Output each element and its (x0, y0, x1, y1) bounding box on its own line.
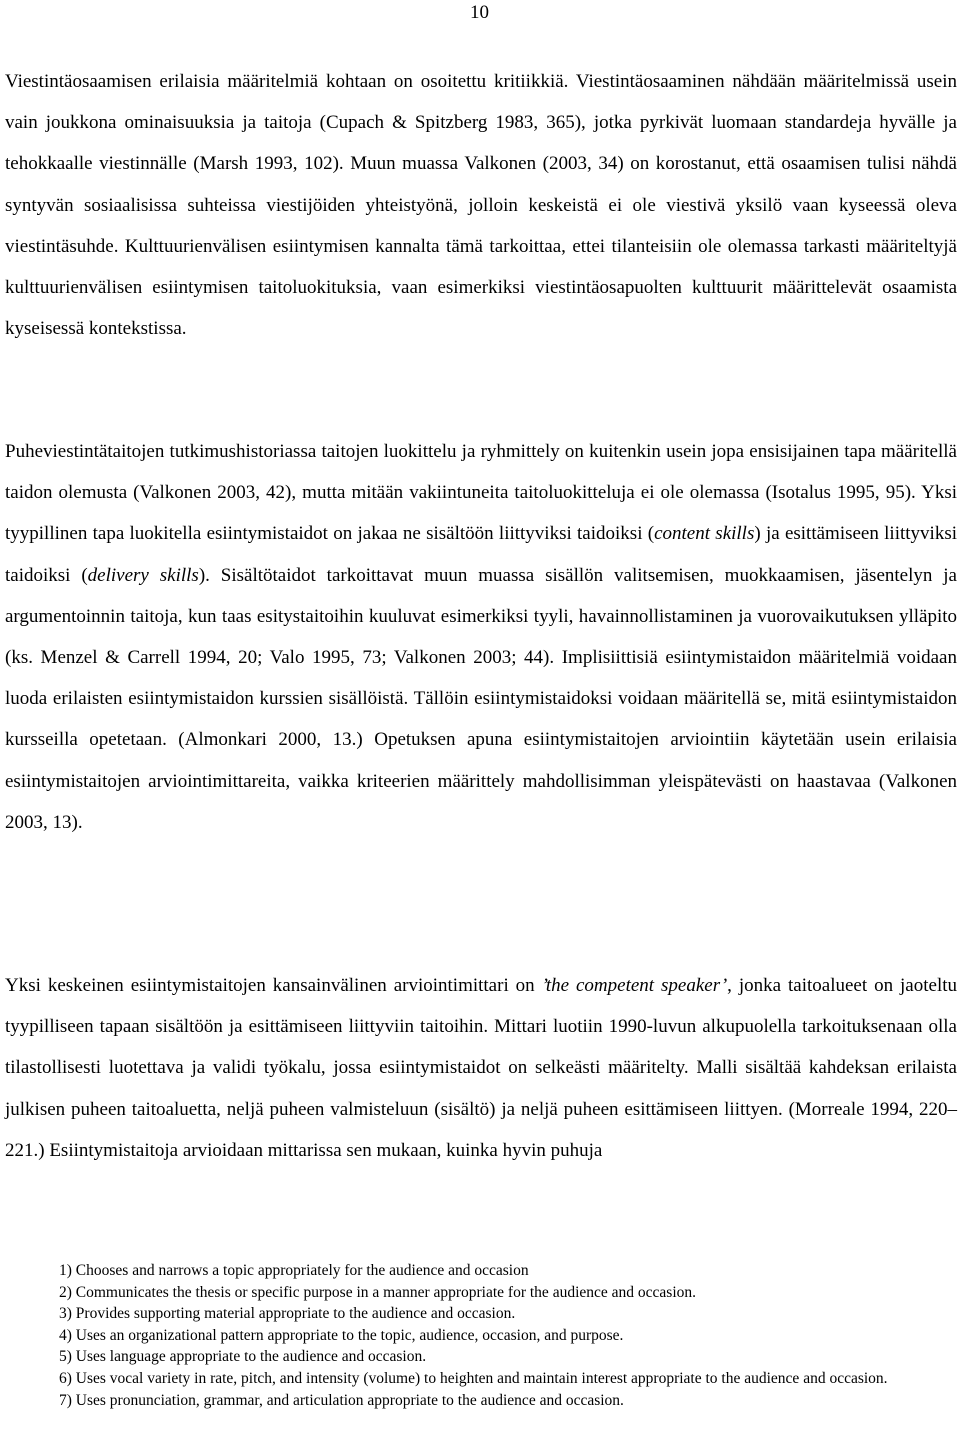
criteria-item: 6) Uses vocal variety in rate, pitch, and intensity (volume) to heighten and maintain interest appropriate to the audience and occasion. (59, 1369, 888, 1387)
italic-term: content skills (654, 523, 755, 545)
paragraph-2 (5, 431, 957, 843)
text-run: ) ja esittämiseen liittyviksi taidoiksi ( (5, 523, 957, 586)
criteria-item: 7) Uses pronunciation, grammar, and articulation appropriate to the audience and occasion. (59, 1391, 624, 1409)
italic-term: ’the competent speaker’ (541, 975, 728, 996)
criteria-item: 1) Chooses and narrows a topic appropriately for the audience and occasion (59, 1262, 529, 1279)
paragraph-1 (5, 61, 957, 349)
text-run: Puheviestintätaitojen tutkimushistoriassa taitojen luokittelu ja ryhmittely on kuitenkin usein jopa ensisijainen tapa määritellä taidon olemusta (Valkonen 2003, 42), mutta mitään vakiintuneita taitoluokitteluja ei ole olemassa (Isotalus 1995, 95). Yksi tyypillinen tapa luokitella esiintymistaidot on jakaa ne sisältöön liittyviksi taidoiksi ( (5, 441, 957, 545)
criteria-item: 4) Uses an organizational pattern appropriate to the topic, audience, occasion, and purpose. (59, 1326, 624, 1344)
page-number: 10 (470, 2, 489, 23)
criteria-item: 3) Provides supporting material appropriate to the audience and occasion. (59, 1305, 516, 1323)
criteria-item: 2) Communicates the thesis or specific purpose in a manner appropriate for the audience and occasion. (59, 1283, 696, 1301)
text-run: , jonka taitoalueet on jaoteltu tyypilliseen tapaan sisältöön ja esittämiseen liittyviin taitoihin. Mittari luotiin 1990-luvun alkupuolella tarkoituksenaan olla tilastollisesti luotettava ja validi työkalu, jossa esiintymistaidot on selkeästi määritelty. Malli sisältää kahdeksan erilaista julkisen puheen taitoaluetta, neljä puheen valmisteluun (sisältö) ja neljä puheen esittämiseen liittyen. (Morreale 1994, 220–221.) Esiintymistaitoja arvioidaan mittarissa sen mukaan, kuinka hyvin puhuja (5, 975, 957, 1161)
text-run: Viestintäosaamisen erilaisia määritelmiä kohtaan on osoitettu kritiikkiä. Viestintäosaaminen nähdään määritelmissä usein vain joukkona ominaisuuksia ja taitoja (Cupach & Spitzberg 1983, 365), jotka pyrkivät luomaan standardeja hyvälle ja tehokkaalle viestinnälle (Marsh 1993, 102). Muun muassa Valkonen (2003, 34) on korostanut, että osaamisen tulisi nähdä syntyvän sosiaalisissa suhteissa viestijöiden yhteistyönä, jolloin keskeistä ei ole viestivä yksilö vaan kyseessä oleva viestintäsuhde. Kulttuurienvälisen esiintymisen kannalta tämä tarkoittaa, ettei tilanteisiin ole olemassa tarkasti määriteltyjä kulttuurienvälisen esiintymisen taitoluokituksia, vaan esimerkiksi viestintäosapuolten kulttuurit määrittelevät osaamista kyseisessä kontekstissa. (5, 71, 957, 340)
paragraph-3 (5, 965, 957, 1171)
text-run: Yksi keskeinen esiintymistaitojen kansainvälinen arviointimittari on (5, 975, 542, 996)
text-run: ). Sisältötaidot tarkoittavat muun muassa sisällön valitsemisen, muokkaamisen, jäsentelyn ja argumentoinnin taitoja, kun taas esitystaitoihin kuuluvat esimerkiksi tyyli, havainnollistaminen ja vuorovaikutuksen ylläpito (ks. Menzel & Carrell 1994, 20; Valo 1995, 73; Valkonen 2003; 44). Implisiittisiä esiintymistaidon määritelmiä voidaan luoda erilaisten esiintymistaidon kurssien sisällöistä. Tällöin esiintymistaidoksi voidaan määritellä se, mitä esiintymistaidon kursseilla opetetaan. (Almonkari 2000, 13.) Opetuksen apuna esiintymistaitojen arviointiin käytetään usein erilaisia esiintymistaitojen arviointimittareita, vaikka kriteerien määrittely mahdollisimman yleispätevästi on haastavaa (Valkonen 2003, 13). (5, 564, 957, 833)
italic-term: delivery skills (87, 564, 199, 586)
criteria-list (59, 1260, 929, 1411)
criteria-item: 5) Uses language appropriate to the audience and occasion. (59, 1348, 427, 1366)
